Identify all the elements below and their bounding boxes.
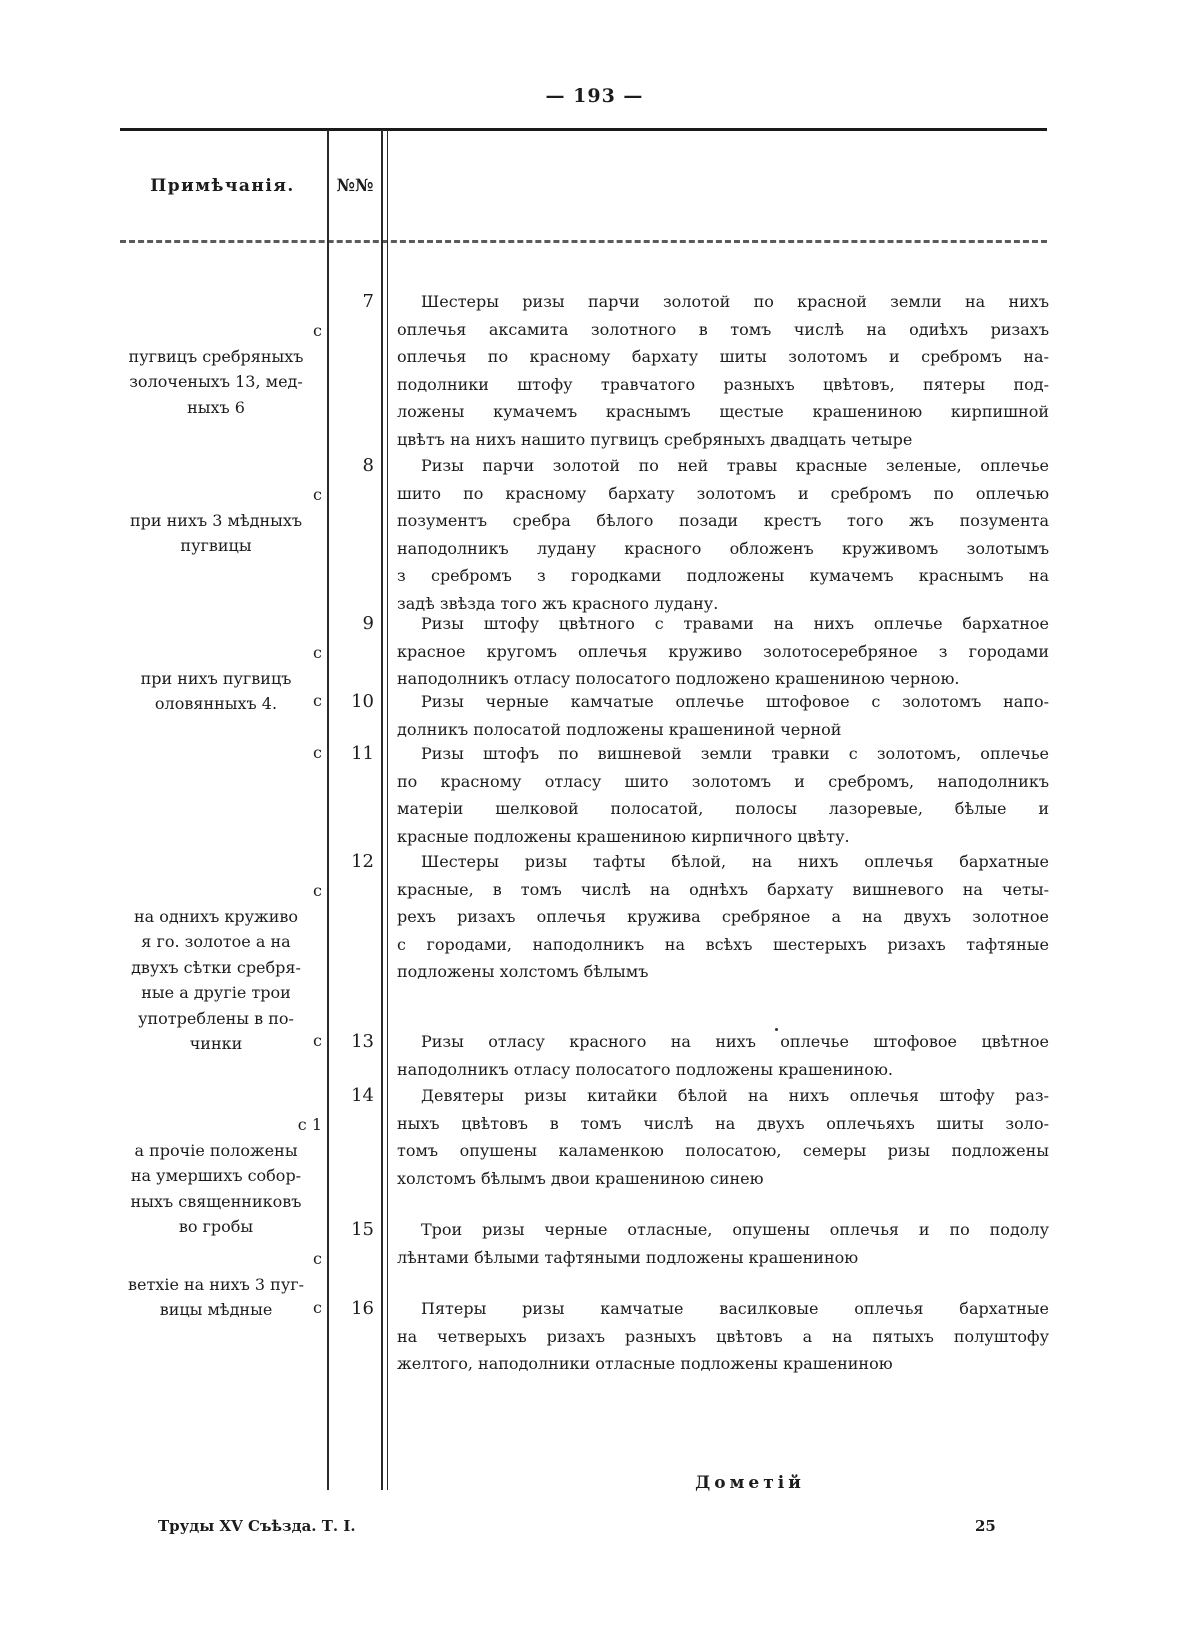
description-line: Трои ризы черные отласные, опушены оплечья и по подолу xyxy=(421,1220,1049,1239)
note-line: при нихъ 3 мѣдныхъ xyxy=(129,510,303,530)
description-line: подолники штофу травчатого разныхъ цвѣтовъ, пятеры под- xyxy=(397,374,1049,394)
description-line: наподолникъ отласу полосатого подложено крашениною черною. xyxy=(397,669,960,689)
footer-series-title: Труды XV Съѣзда. Т. I. xyxy=(158,1517,356,1535)
note-mark: с xyxy=(313,485,322,504)
description-line: оплечья по красному бархату шиты золотомъ и сребромъ на- xyxy=(397,347,1049,367)
description-line: Шестеры ризы парчи золотой по красной земли на нихъ xyxy=(421,292,1049,311)
entry-number: 14 xyxy=(351,1085,374,1106)
note-mark: с xyxy=(313,1031,322,1050)
entry-description xyxy=(397,610,1049,693)
entry-number: 7 xyxy=(362,291,374,312)
column-divider-notes xyxy=(327,130,329,1490)
note-mark: с xyxy=(313,1249,322,1268)
entry-description xyxy=(397,848,1049,986)
description-line: Ризы штофъ по вишневой земли травки с золотомъ, оплечье xyxy=(421,744,1049,763)
entry-number: 15 xyxy=(351,1219,374,1240)
note-line: я го. золотое а на xyxy=(141,932,291,951)
description-line: цвѣтъ на нихъ нашито пугвицъ сребряныхъ двадцать четыре xyxy=(397,429,913,449)
entry-note xyxy=(110,482,322,559)
description-line: ныхъ цвѣтовъ в томъ числѣ на двухъ оплечьяхъ шиты золо- xyxy=(397,1113,1049,1133)
note-line: употреблены в по- xyxy=(138,1008,294,1028)
description-line: красные, в томъ числѣ на однѣхъ бархату вишневого на четы- xyxy=(397,879,1049,899)
description-line: долникъ полосатой подложены крашениной черной xyxy=(397,719,842,739)
note-line: на однихъ круживо xyxy=(133,906,299,926)
page-number: — 193 — xyxy=(545,85,644,107)
entry-description xyxy=(397,1028,1049,1083)
entry-note xyxy=(110,1295,322,1321)
note-line: ветхіе на нихъ 3 пуг- xyxy=(127,1274,305,1294)
note-line: золоченыхъ 13, мед- xyxy=(129,372,303,391)
note-line: чинки xyxy=(189,1034,243,1053)
description-line: Пятеры ризы камчатые василковые оплечья бархатные xyxy=(421,1299,1049,1318)
signature: Дометій xyxy=(695,1473,805,1493)
note-mark: с 1 xyxy=(297,1115,322,1134)
description-line: з сребромъ з городками подложены кумачемъ краснымъ на xyxy=(397,566,1049,586)
note-line: ныхъ священниковъ xyxy=(130,1191,302,1211)
entry-note xyxy=(110,318,322,420)
description-line: шито по красному бархату золотомъ и сребромъ по оплечью xyxy=(397,483,1049,503)
description-line: с городами, наподолникъ на всѣхъ шестерыхъ ризахъ тафтяные xyxy=(397,934,1049,954)
description-line: Шестеры ризы тафты бѣлой, на нихъ оплечья бархатные xyxy=(421,852,1049,871)
ink-speck xyxy=(775,1028,778,1031)
column-divider-number-inner xyxy=(387,130,388,1490)
top-rule xyxy=(120,128,1047,131)
number-column-header: №№ xyxy=(336,176,374,196)
note-line: пугвицы xyxy=(180,536,252,555)
note-mark: с xyxy=(313,321,322,340)
note-line: вицы мѣдные xyxy=(159,1300,273,1319)
entry-number: 9 xyxy=(362,613,374,634)
column-divider-number xyxy=(381,130,383,1490)
footer-signature-mark: 25 xyxy=(975,1517,996,1535)
note-line: ныхъ 6 xyxy=(187,397,245,417)
description-line: Ризы черные камчатые оплечье штофовое с золотомъ напо- xyxy=(421,692,1049,711)
description-line: матеріи шелковой полосатой, полосы лазоревые, бѣлые и xyxy=(397,799,1049,819)
note-mark: с xyxy=(313,691,322,710)
entry-note xyxy=(110,1028,322,1054)
description-line: позументъ сребра бѣлого позади крестъ того жъ позумента xyxy=(397,511,1049,531)
entry-number: 12 xyxy=(351,851,374,872)
note-line: а прочіе положены xyxy=(134,1140,298,1160)
description-line: ложены кумачемъ краснымъ щестые крашениною кирпишной xyxy=(397,402,1049,422)
note-line: ные а другіе трои xyxy=(141,983,291,1002)
description-line: рехъ ризахъ оплечья кружива сребряное а на двухъ золотное xyxy=(397,907,1049,927)
description-line: по красному отласу шито золотомъ и сребромъ, наподолникъ xyxy=(397,771,1049,791)
description-line: задѣ звѣзда того жъ красного лудану. xyxy=(397,593,719,613)
entry-number: 13 xyxy=(351,1031,374,1052)
entry-description xyxy=(397,288,1049,454)
entry-number: 10 xyxy=(351,691,374,712)
entry-description xyxy=(397,1082,1049,1192)
description-line: желтого, наподолники отласные подложены крашениною xyxy=(397,1354,893,1374)
note-line: оловянныхъ 4. xyxy=(154,694,278,713)
description-line: красное кругомъ оплечья круживо золотосеребряное з городами xyxy=(397,641,1049,661)
description-line: Ризы штофу цвѣтного с травами на нихъ оплечье бархатное xyxy=(421,614,1049,633)
note-line: при нихъ пугвицъ xyxy=(140,668,292,688)
notes-column-header: Примѣчанія. xyxy=(150,176,295,196)
description-line: на четверыхъ ризахъ разныхъ цвѣтовъ а на пятыхъ полуштофу xyxy=(397,1326,1049,1346)
entry-number: 8 xyxy=(362,455,374,476)
entry-note xyxy=(110,1112,322,1240)
entry-description xyxy=(397,1216,1049,1271)
description-line: подложены холстомъ бѣлымъ xyxy=(397,962,649,982)
entry-number: 16 xyxy=(351,1298,374,1319)
entry-note xyxy=(110,688,322,714)
entry-number: 11 xyxy=(351,743,374,764)
description-line: Ризы парчи золотой по ней травы красные зеленые, оплечье xyxy=(421,456,1049,475)
note-line: пугвицъ сребряныхъ xyxy=(128,346,304,366)
description-line: оплечья аксамита золотного в томъ числѣ на одиѣхъ ризахъ xyxy=(397,319,1049,339)
note-mark: с xyxy=(313,881,322,900)
description-line: томъ опушены каламенкою полосатою, семеры ризы подложены xyxy=(397,1141,1049,1161)
description-line: холстомъ бѣлымъ двои крашениною синею xyxy=(397,1168,764,1188)
note-line: на умершихъ собор- xyxy=(130,1166,302,1185)
entry-description xyxy=(397,740,1049,850)
description-line: Ризы отласу красного на нихъ оплечье штофовое цвѣтное xyxy=(421,1032,1049,1051)
entry-description xyxy=(397,1295,1049,1378)
entry-note xyxy=(110,740,322,766)
note-mark: с xyxy=(313,643,322,662)
description-line: лѣнтами бѣлыми тафтяными подложены крашениною xyxy=(397,1247,859,1267)
description-line: наподолникъ лудану красного обложенъ круживомъ золотымъ xyxy=(397,538,1049,558)
description-line: наподолникъ отласу полосатого подложены крашениною. xyxy=(397,1059,893,1079)
note-line: двухъ сѣтки сребря- xyxy=(131,957,301,977)
description-line: красные подложены крашениною кирпичного цвѣту. xyxy=(397,826,850,846)
description-line: Девятеры ризы китайки бѣлой на нихъ оплечья штофу раз- xyxy=(421,1086,1049,1105)
note-mark: с xyxy=(313,743,322,762)
entry-description xyxy=(397,688,1049,743)
note-mark: с xyxy=(313,1298,322,1317)
entry-description xyxy=(397,452,1049,618)
header-rule xyxy=(120,240,1047,243)
note-line: во гробы xyxy=(178,1217,254,1236)
